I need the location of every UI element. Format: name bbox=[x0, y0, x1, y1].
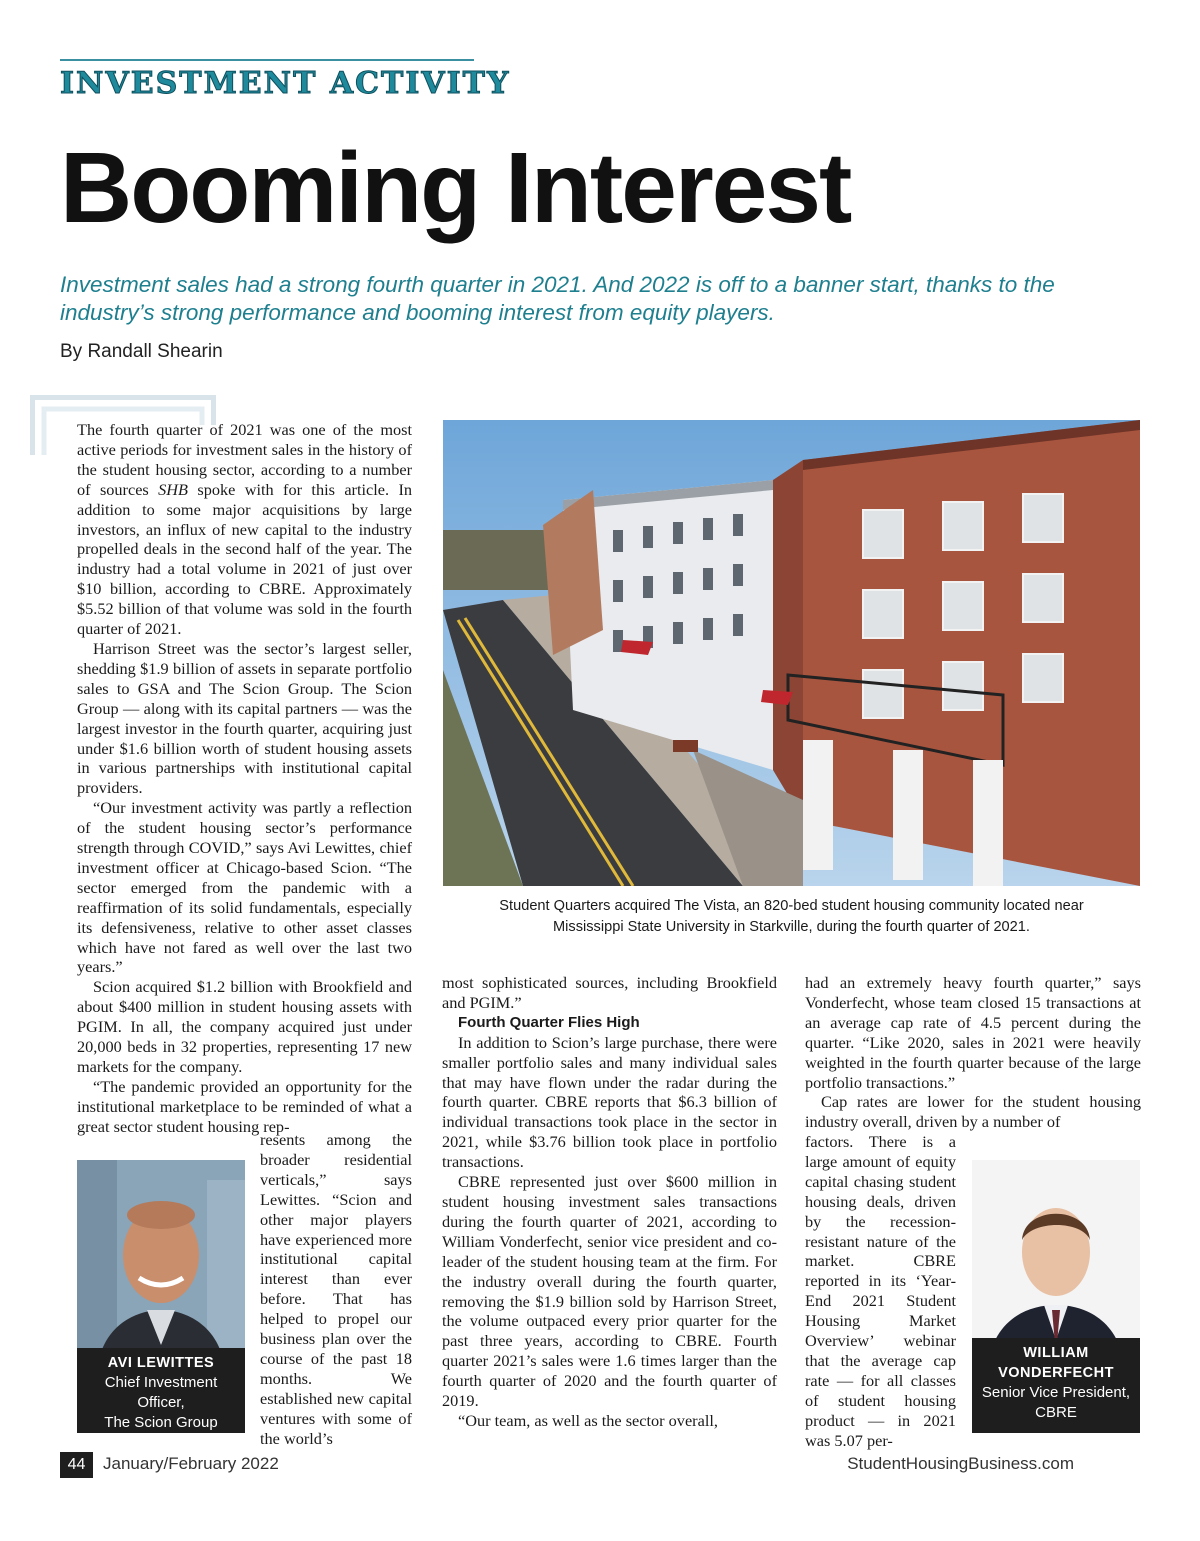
article-column-3 bbox=[805, 973, 1141, 1132]
article-deck: Investment sales had a strong fourth quarter in 2021. And 2022 is off to a banner start, thanks to the industry’s strong performance and booming interest from equity players. bbox=[60, 272, 1055, 325]
paragraph: Scion acquired $1.2 billion with Brookfield and about $400 million in student housing assets with PGIM. In all, the company acquired just under 20,000 beds in 32 properties, representing 17 new markets for the company. bbox=[77, 977, 412, 1076]
portrait-art bbox=[77, 1160, 245, 1370]
portrait-caption-right bbox=[972, 1338, 1140, 1433]
article-column-2 bbox=[442, 973, 777, 1431]
caption-line: Mississippi State University in Starkville, during the fourth quarter of 2021. bbox=[553, 919, 1030, 935]
paragraph: “Our investment activity was partly a reflection of the student housing sector’s performance strength through COVID,” says Avi Lewittes, chief investment officer at Chicago-based Scion. “The sector emerged from the pandemic with a reaffirmation of its solid fundamentals, especially its defensiveness, relative to other asset classes which have not fared as well over the last two years.” bbox=[77, 798, 412, 977]
paragraph: CBRE represented just over $600 million in student housing investment sales transactions during the fourth quarter of 2021, according to William Vonderfecht, senior vice president and co-leader of the student housing team at the firm. For the industry overall during the fourth quarter, removing the $1.9 billion sold by Harrison Street, the volume outpaced every prior quarter for the past three years, according to CBRE. Fourth quarter 2021’s sales were 1.6 times larger than the fourth quarter of 2020 and the fourth quarter of 2019. bbox=[442, 1172, 777, 1411]
paragraph: “The pandemic provided an opportunity for the institutional marketplace to be reminded of what a great sector student housing rep- bbox=[77, 1076, 412, 1136]
article-column-1 bbox=[77, 420, 412, 1137]
article-headline: Booming Interest bbox=[60, 132, 851, 244]
paragraph: “Our team, as well as the sector overall, bbox=[458, 1410, 718, 1430]
building-photo bbox=[443, 420, 1140, 886]
paragraph: resents among the broader residential verticals,” says Lewittes. “Scion and other major players have experienced more institutional capital interest than ever before. That has helped to propel our business plan over the course of the past 18 months. We established new capital ventures with some of the world’s bbox=[260, 1130, 412, 1448]
paragraph: Harrison Street was the sector’s largest seller, shedding $1.9 billion of assets in separate portfolio sales to GSA and The Scion Group. The Scion Group — along with its capital partners — was the largest investor in the fourth quarter, acquiring just under $1.6 billion worth of student housing assets in various partnerships with institutional capital providers. bbox=[77, 638, 412, 798]
paragraph: had an extremely heavy fourth quarter,” says Vonderfecht, whose team closed 15 transactions at an average cap rate of 4.5 percent during the quarter. “Like 2020, sales in 2021 were heavily weighted in the fourth quarter because of the large portfolio transactions.” bbox=[805, 973, 1141, 1092]
portrait-caption-left bbox=[77, 1348, 245, 1433]
person-name: VONDERFECHT bbox=[998, 1365, 1114, 1381]
issue-date: January/February 2022 bbox=[103, 1454, 279, 1473]
person-name: AVI LEWITTES bbox=[107, 1355, 215, 1371]
section-subhead: Fourth Quarter Flies High bbox=[458, 1013, 640, 1031]
page-number: 44 bbox=[60, 1452, 93, 1478]
byline: By Randall Shearin bbox=[60, 341, 223, 362]
paragraph: In addition to Scion’s large purchase, there were smaller portfolio sales and many individual sales that may have flown under the radar during the fourth quarter. CBRE reports that $6.3 billion of individual transactions took place in the sector in 2021, while $3.76 billion took place in portfolio transactions. bbox=[442, 1032, 777, 1172]
person-company: The Scion Group bbox=[104, 1414, 218, 1431]
person-title: Senior Vice President, bbox=[981, 1384, 1131, 1401]
article-column-1-continued bbox=[260, 1130, 412, 1449]
caption-line: Student Quarters acquired The Vista, an 820-bed student housing community located near bbox=[499, 898, 1084, 914]
paragraph: factors. There is a large amount of equity capital chasing student housing deals, driven by the recession-resistant nature of the market. CBRE reported in its ‘Year-End 2021 Student Housing Market Overview’ webinar that the average cap rate — for all classes of student housing product — in 2021 was 5.07 per- bbox=[805, 1132, 956, 1450]
paragraph: most sophisticated sources, including Brookfield and PGIM.” bbox=[442, 973, 777, 1012]
building-photo-art bbox=[443, 420, 1140, 886]
person-company: CBRE bbox=[1035, 1404, 1077, 1421]
person-name: WILLIAM bbox=[1023, 1345, 1089, 1361]
portrait-avi-lewittes bbox=[77, 1160, 245, 1370]
website-link[interactable]: StudentHousingBusiness.com bbox=[847, 1454, 1074, 1473]
article-column-3-continued bbox=[805, 1132, 956, 1451]
person-title: Officer, bbox=[137, 1394, 185, 1411]
person-title: Chief Investment bbox=[104, 1374, 218, 1391]
photo-caption bbox=[443, 896, 1140, 938]
section-kicker: INVESTMENT ACTIVITY bbox=[60, 66, 511, 101]
paragraph: Cap rates are lower for the student housing industry overall, driven by a number of bbox=[805, 1092, 1141, 1132]
kicker-rule bbox=[60, 59, 474, 61]
paragraph: The fourth quarter of 2021 was one of the most active periods for investment sales in the history of the student housing sector, according to a number of sources SHB spoke with for this article. In addition to some major acquisitions by large investors, an influx of new capital to the industry propelled deals in the second half of the year. The industry had a total volume in 2021 of just over $10 billion, according to CBRE. Approximately $5.52 billion of that volume was sold in the fourth quarter of 2021. bbox=[77, 420, 413, 639]
